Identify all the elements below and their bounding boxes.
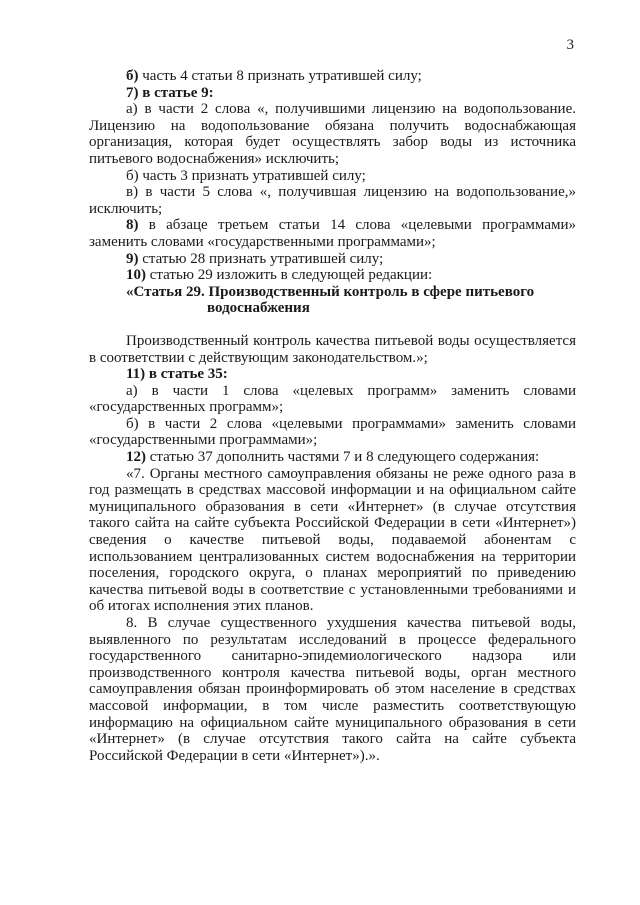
spacer [89,317,576,333]
page-number: 3 [566,37,574,53]
item-10 [89,267,576,284]
item-b-article-35: б) в части 2 слова «целевыми программами» заменить словами «государственными программами»; [89,415,576,449]
item-number: 8) [126,217,139,234]
item-text: часть 4 статьи 8 признать утратившей силу; [138,68,422,84]
item-number: б) [126,68,139,84]
item-v-article-9: в) в части 5 слова «, получившая лицензию на водопользование,» исключить; [89,184,576,217]
item-a-article-35: а) в части 1 слова «целевых программ» заменить словами «государственных программ»; [89,382,576,416]
item-b-part4 [89,68,576,85]
article-9-heading: 7) в статье 9: [126,84,214,101]
item-text: статью 28 признать утратившей силу; [138,250,384,267]
item-number: 10) [126,267,146,284]
article-37-part-7: «7. Органы местного самоуправления обязаны не реже одного раза в год размещать в средствах массовой информации и на официальном сайте муниципального образования в сети «Интернет» (в случае отсутствия такого сайта на сайте субъекта Российской Федерации в сети «Интернет») сведения о качестве питьевой воды, подаваемой абонентам с использованием централизованных систем водоснабжения на территории поселения, городского округа, о планах мероприятий по приведению качества питьевой воды в соответствие с установленными требованиями и об итогах исполнения этих планов. [89,465,576,615]
article-37-part-8: 8. В случае существенного ухудшения качества питьевой воды, выявленного по результатам исследований в процессе федерального государственного санитарно-эпидемиологического надзора или производственного контроля качества питьевой воды, орган местного самоуправления обязан проинформировать об этом население в средствах массовой информации, в том числе разместить соответствующую информацию на официальном сайте муниципального образования в сети «Интернет» (в случае отсутствия такого сайта на сайте субъекта Российской Федерации в сети «Интернет»).». [89,615,576,764]
document-body [89,68,576,764]
item-b-article-9: б) часть 3 признать утратившей силу; [126,167,366,184]
item-text: статью 37 дополнить частями 7 и 8 следующего содержания: [146,449,540,466]
article-29-title [89,284,576,317]
article-29-body: Производственный контроль качества питьевой воды осуществляется в соответствии с действующим законодательством.»; [89,332,576,366]
article-29-title-line1: «Статья 29. Производственный контроль в сфере питьевого [126,283,535,300]
item-number: 9) [126,250,139,267]
item-9 [89,251,576,268]
article-35-heading: 11) в статье 35: [126,366,228,383]
item-text: в абзаце третьем статьи 14 слова «целевыми программами» заменить словами «государственными программами»; [89,217,576,250]
item-text: статью 29 изложить в следующей редакции: [146,267,433,284]
article-29-title-line2: водоснабжения [207,300,310,317]
item-12 [89,449,576,466]
item-8 [89,217,576,250]
item-number: 12) [126,449,146,466]
item-a-article-9: а) в части 2 слова «, получившими лицензию на водопользование. Лицензию на водопользование обязана получить водоснабжающая организация, которая будет осуществлять забор воды из источника питьевого водоснабжения» исключить; [89,101,576,167]
